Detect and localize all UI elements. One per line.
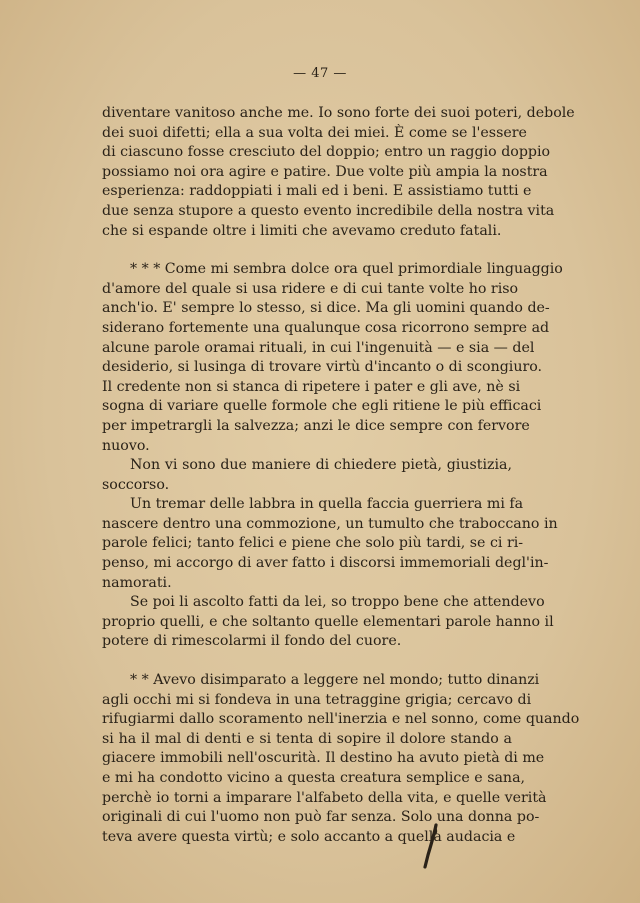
text-line: desiderio, si lusinga di trovare virtù d'incanto o di scongiuro. <box>102 359 543 376</box>
text-line: e mi ha condotto vicino a questa creatura semplice e sana, <box>102 770 526 786</box>
text-line: proprio quelli, e che soltanto quelle elementari parole hanno il <box>102 613 554 630</box>
text-line: Un tremar delle labbra in quella faccia guerriera mi fa <box>130 496 524 513</box>
text-line: originali di cui l'uomo non può far senza. Solo una donna po- <box>102 809 540 826</box>
text-line: d'amore del quale si usa ridere e di cui tante volte ho riso <box>102 280 519 297</box>
text-line: siderano fortemente una qualunque cosa ricorrono sempre ad <box>102 319 550 336</box>
text-line: che si espande oltre i limiti che avevamo creduto fatali. <box>102 222 502 239</box>
text-line: agli occhi mi si fondeva in una tetraggine grigia; cercavo di <box>102 691 532 708</box>
text-line: Il credente non si stanca di ripetere i pater e gli ave, nè si <box>102 378 521 395</box>
text-line: si ha il mal di denti e si tenta di sopire il dolore stando a <box>102 730 512 747</box>
paragraph-4 <box>102 495 558 593</box>
section-gap <box>102 241 512 260</box>
text-line: soccorso. <box>102 476 170 493</box>
text-line: due senza stupore a questo evento incredibile della nostra vita <box>102 202 555 219</box>
text-line: perchè io torni a imparare l'alfabeto della vita, e quelle verità <box>102 789 547 806</box>
text-line: esperienza: raddoppiati i mali ed i beni. E assistiamo tutti e <box>102 183 532 200</box>
paragraph-6 <box>102 671 580 847</box>
text-line: namorati. <box>102 574 172 591</box>
text-line: di ciascuno fosse cresciuto del doppio; entro un raggio doppio <box>102 144 551 161</box>
text-line: nascere dentro una commozione, un tumulto che traboccano in <box>102 515 558 532</box>
text-line: * * Avevo disimparato a leggere nel mondo; tutto dinanzi <box>130 672 540 689</box>
text-line: teva avere questa virtù; e solo accanto a quella audacia e <box>102 828 516 845</box>
paragraph-5 <box>102 593 554 652</box>
text-line: parole felici; tanto felici e piene che solo più tardi, se ci ri- <box>102 535 524 552</box>
text-line: dei suoi difetti; ella a sua volta dei miei. È come se l'essere <box>102 124 527 141</box>
text-line: potere di rimescolarmi il fondo del cuore. <box>102 633 402 650</box>
text-line: * * * Come mi sembra dolce ora quel primordiale linguaggio <box>130 261 563 278</box>
text-line: Non vi sono due maniere di chiedere pietà, giustizia, <box>130 457 512 474</box>
text-line: possiamo noi ora agire e patire. Due volte più ampia la nostra <box>102 163 548 180</box>
text-line: sogna di variare quelle formole che egli ritiene le più efficaci <box>102 398 542 415</box>
text-line: rifugiarmi dallo scoramento nell'inerzia e nel sonno, come quando <box>102 711 580 728</box>
text-line: nuovo. <box>102 437 150 454</box>
text-line: Se poi li ascolto fatti da lei, so troppo bene che attendevo <box>130 594 545 611</box>
paragraph-3 <box>102 456 512 495</box>
ink-mark-icon <box>422 823 440 869</box>
paragraph-1 <box>102 104 575 241</box>
text-line: penso, mi accorgo di aver fatto i discorsi immemoriali degl'in- <box>102 555 549 572</box>
text-line: per impetrargli la salvezza; anzi le dice sempre con fervore <box>102 417 530 434</box>
text-line: diventare vanitoso anche me. Io sono forte dei suoi poteri, debole <box>102 105 575 121</box>
text-line: giacere immobili nell'oscurità. Il destino ha avuto pietà di me <box>102 750 545 767</box>
body-text <box>102 104 580 847</box>
text-line: anch'io. E' sempre lo stesso, si dice. Ma gli uomini quando de- <box>102 300 550 317</box>
text-line: alcune parole oramai rituali, in cui l'ingenuità — e sia — del <box>102 339 535 356</box>
section-gap <box>102 652 512 671</box>
page-number: — 47 — <box>293 66 347 81</box>
paragraph-2 <box>102 260 563 456</box>
